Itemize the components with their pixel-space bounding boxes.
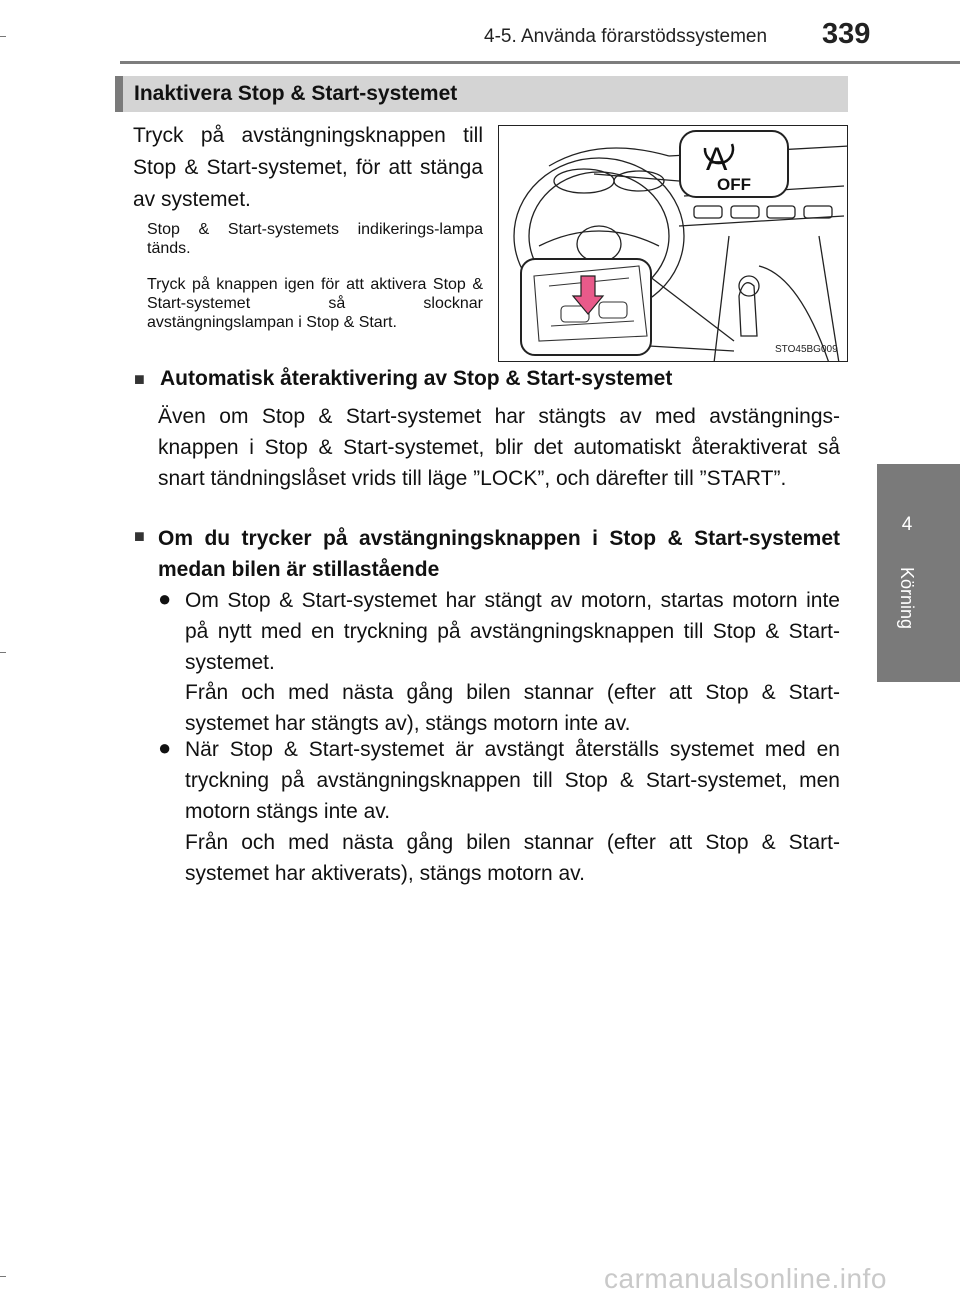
bullet-dot-icon: ●: [158, 586, 172, 611]
bullet-item-text: När Stop & Start-systemet är avstängt återställs systemet med en tryckning på avstängningsknappen till Stop & Start-systemet, men motorn stängs inte av.: [185, 738, 840, 823]
bullet-item-text: Om Stop & Start-systemet har stängt av motorn, startas motorn inte på nytt med en tryckning på avstängningsknappen till Stop & Start-systemet.: [185, 589, 840, 674]
off-button-text: OFF: [717, 175, 751, 194]
illustration-caption: STO45BG009: [775, 344, 838, 355]
square-bullet-icon: ■: [134, 526, 145, 546]
bullet-dot-icon: ●: [158, 735, 172, 760]
bullet-item-followup: Från och med nästa gång bilen stannar (efter att Stop & Start-systemet har stängts av), stängs motorn inte av.: [185, 681, 840, 735]
header-rule: [120, 61, 960, 64]
subsection-paragraph: Även om Stop & Start-systemet har stängts av med avstängnings-knappen i Stop & Start-systemet, blir det automatiskt återaktiverat så snart tändningslåset vrids till läge ”LOCK”, och därefter till ”START”.: [158, 405, 840, 490]
off-button-letter: A: [706, 141, 728, 177]
note-indicator: Stop & Start-systemets indikerings-lampa tänds.: [147, 221, 483, 257]
chapter-number: 4: [901, 514, 913, 535]
crop-mark: [0, 1276, 6, 1277]
intro-paragraph: Tryck på avstängningsknappen till Stop & Start-systemet, för att stänga av systemet.: [133, 124, 483, 211]
crop-mark: [0, 652, 6, 653]
watermark-url: carmanualsonline.info: [604, 1263, 887, 1294]
page-number: 339: [822, 18, 871, 50]
dashboard-illustration: [498, 125, 848, 362]
subsection-heading-reactivation: [134, 364, 673, 394]
dashboard-drawing: [499, 126, 848, 362]
chapter-label: Körning: [897, 566, 917, 630]
subsection-heading-text: Automatisk återaktivering av Stop & Start-systemet: [160, 367, 673, 390]
section-title: Inaktivera Stop & Start-systemet: [134, 82, 458, 105]
square-bullet-icon: ■: [134, 369, 145, 389]
running-header-section: 4-5. Använda förarstödssystemen: [484, 26, 768, 47]
subsection-heading-standstill: Om du trycker på avstängningsknappen i Stop & Start-systemet medan bilen är stillastående: [158, 527, 840, 581]
bullet-item-followup: Från och med nästa gång bilen stannar (efter att Stop & Start-systemet har aktiverats), stängs motorn av.: [185, 831, 840, 885]
crop-mark: [0, 36, 6, 37]
note-reactivate: Tryck på knappen igen för att aktivera Stop & Start-systemet så slocknar avstängningslampan i Stop & Start.: [147, 276, 483, 331]
